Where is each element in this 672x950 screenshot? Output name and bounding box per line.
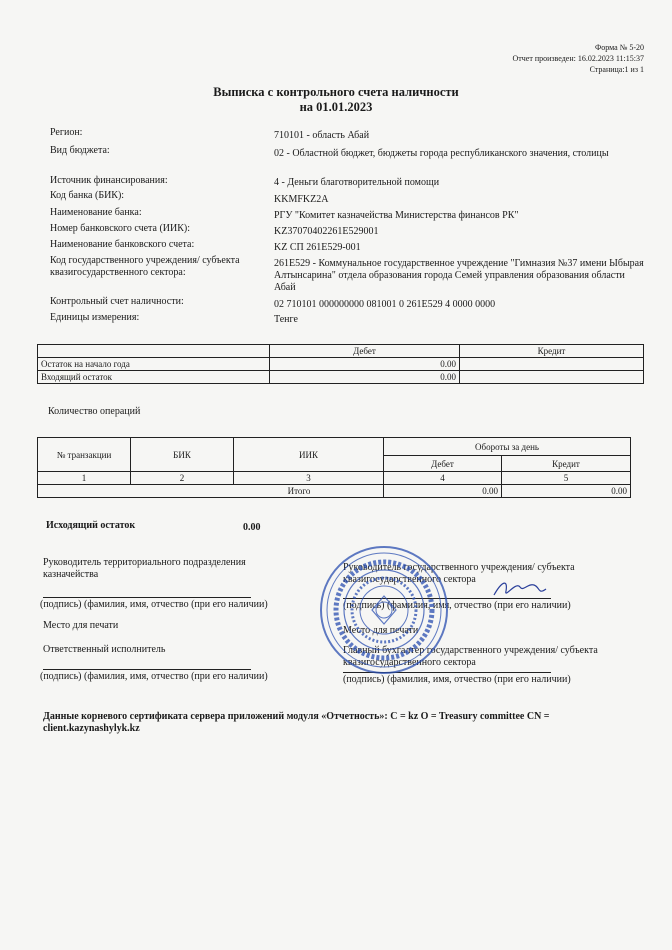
table-row: Остаток на начало года 0.00: [38, 358, 644, 371]
handwritten-signature-icon: [490, 575, 550, 601]
table-row: Входящий остаток 0.00: [38, 371, 644, 384]
header-turnover: Обороты за день: [384, 438, 631, 456]
field-label: Единицы измерения:: [50, 312, 140, 323]
header-bik: БИК: [131, 438, 234, 472]
report-date: Отчет произведен: 16.02.2023 11:15:37: [512, 54, 644, 63]
field-value: 02 - Областной бюджет, бюджеты города республиканского значения, столицы: [274, 148, 609, 159]
field-label: Наименование банка:: [50, 207, 142, 218]
field-value: KZ СП 261E529-001: [274, 242, 361, 253]
field-label: Наименование банковского счета:: [50, 239, 195, 250]
field-label: Код банка (БИК):: [50, 190, 125, 201]
page-number: Страница:1 из 1: [589, 65, 644, 74]
field-value: KKMFKZ2A: [274, 194, 329, 205]
signature-line: [43, 597, 251, 598]
total-credit: 0.00: [502, 485, 631, 498]
certificate-info: Данные корневого сертификата сервера приложений модуля «Отчетность»: C = kz O = Treasury committee CN = client.kazynashylyk.kz: [43, 711, 550, 734]
field-label: Номер банковского счета (ИИК):: [50, 223, 191, 234]
field-label: Код государственного учреждения/ субъекта квазигосударственного сектора:: [50, 255, 240, 278]
field-value: Тенге: [274, 314, 298, 325]
header-credit: Кредит: [502, 456, 631, 472]
field-label: Регион:: [50, 127, 83, 138]
header-debit: Дебет: [270, 345, 460, 358]
report-meta: [512, 42, 644, 75]
table-row: 1 2 3 4 5: [38, 472, 631, 485]
treasury-head-label: Руководитель территориального подразделения казначейства: [43, 557, 246, 580]
closing-label: Исходящий остаток: [46, 520, 136, 531]
closing-value: 0.00: [243, 522, 261, 533]
responsible-label: Ответственный исполнитель: [43, 644, 166, 655]
field-value: РГУ "Комитет казначейства Министерства финансов РК": [274, 210, 519, 221]
form-number: Форма № 5-20: [594, 43, 644, 52]
stamp-place-label: Место для печати: [43, 620, 119, 631]
operations-table: [37, 437, 631, 498]
field-value: 4 - Деньги благотворительной помощи: [274, 177, 440, 188]
official-stamp-icon: [318, 544, 450, 676]
field-value: KZ37070402261E529001: [274, 226, 379, 237]
institution-head-label: Руководитель государственного учреждения/ субъекта квазигосударственного сектора: [343, 562, 575, 585]
signature-hint: (подпись) (фамилия, имя, отчество (при его наличии): [343, 600, 571, 611]
table-header-row: [38, 345, 644, 358]
field-value: 02 710101 000000000 081001 0 261E529 4 0000 0000: [274, 299, 496, 310]
signature-line: [43, 669, 251, 670]
field-value: 710101 - область Абай: [274, 130, 370, 141]
field-label: Контрольный счет наличности:: [50, 296, 184, 307]
signature-hint: (подпись) (фамилия, имя, отчество (при его наличии): [40, 599, 268, 610]
document-title: Выписка с контрольного счета наличности на 01.01.2023: [213, 85, 459, 114]
stamp-place-label: Место для печати: [343, 625, 419, 636]
balance-table: [37, 344, 644, 384]
table-header-row: [38, 438, 631, 456]
table-total-row: [38, 485, 631, 498]
signature-hint: (подпись) (фамилия, имя, отчество (при его наличии): [40, 671, 268, 682]
field-value: 261E529 - Коммунальное государственное учреждение "Гимназия №37 имени Ыбырая Алтынсарина" отдела образования города Семей управления образования области Абай: [274, 258, 644, 293]
operations-count-label: Количество операций: [48, 406, 141, 417]
chief-accountant-label: Главный бухгалтер государственного учреждения/ субъекта квазигосударственного сектора: [343, 645, 598, 668]
total-debit: 0.00: [384, 485, 502, 498]
header-txn: № транзакции: [38, 438, 131, 472]
header-credit: Кредит: [460, 345, 644, 358]
signature-hint: (подпись) (фамилия, имя, отчество (при его наличии): [343, 674, 571, 685]
header-iik: ИИК: [234, 438, 384, 472]
header-debit: Дебет: [384, 456, 502, 472]
field-label: Источник финансирования:: [50, 175, 168, 186]
field-label: Вид бюджета:: [50, 145, 110, 156]
total-label: Итого: [38, 485, 384, 498]
